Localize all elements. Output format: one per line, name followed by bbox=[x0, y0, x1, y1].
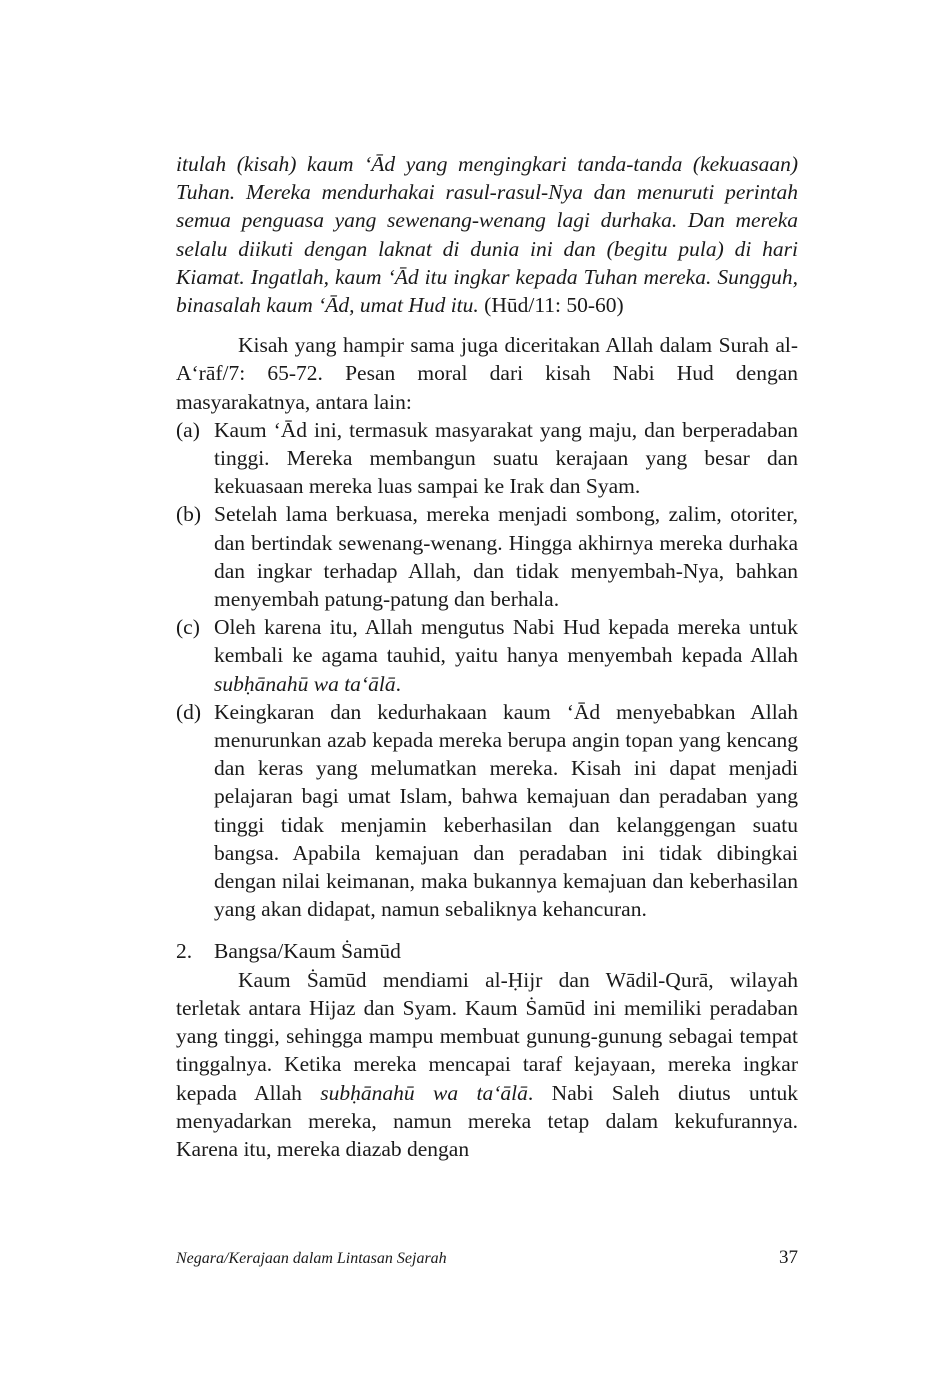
list-item-text: Keingkaran dan kedurhakaan kaum ‘Ād menyebabkan Allah menurunkan azab kepada mereka berupa angin topan yang kencang dan keras yang melumatkan mereka. Kisah ini dapat menjadi pelajaran bagi umat Islam, bahwa kemajuan dan peradaban yang tinggi tidak menjamin keberhasilan dan kelanggengan suatu bangsa. Apabila kemajuan dan peradaban ini tidak dibingkai dengan nilai keimanan, maka bukannya kemajuan dan keberhasilan yang akan didapat, namun sebaliknya kehancuran. bbox=[214, 699, 798, 922]
arabic-term: subḥānahū wa ta‘ālā bbox=[320, 1080, 528, 1105]
list-marker: (b) bbox=[176, 502, 202, 527]
quote-text: itulah (kisah) kaum ‘Ād yang mengingkari tanda-tanda (kekuasaan) Tuhan. Mereka mendurhakai rasul-rasul-Nya dan menuruti perintah semua penguasa yang sewenang-wenang lagi durhaka. Dan mereka selalu diikuti dengan laknat di dunia ini dan (begitu pula) di hari Kiamat. Ingatlah, kaum ‘Ād itu ingkar kepada Tuhan mereka. Sungguh, binasalah kaum ‘Ād, umat Hud itu. bbox=[176, 152, 798, 318]
list-item-text-part: Oleh karena itu, Allah mengutus Nabi Hud kepada mereka untuk kembali ke agama tauhid, yaitu hanya menyembah kepada Allah bbox=[214, 615, 798, 668]
list-item-text: Setelah lama berkuasa, mereka menjadi sombong, zalim, otoriter, dan bertindak sewenang-wenang. Hingga akhirnya mereka durhaka dan ingkar terhadap Allah, dan tidak menyembah-Nya, bahkan menyembah patung-patung dan berhala. bbox=[214, 502, 798, 612]
list-marker: (d) bbox=[176, 699, 202, 724]
section-paragraph bbox=[176, 966, 798, 1163]
quote-reference: (Hūd/11: 50-60) bbox=[484, 293, 624, 318]
section-number: 2. bbox=[176, 939, 193, 964]
section-heading bbox=[176, 937, 798, 965]
quran-translation-quote bbox=[176, 150, 798, 319]
list-item bbox=[176, 613, 798, 698]
page-body bbox=[176, 150, 798, 1163]
list-item-text-part: . bbox=[395, 671, 401, 696]
list-marker: (a) bbox=[176, 417, 200, 442]
intro-paragraph: Kisah yang hampir sama juga diceritakan Allah dalam Surah al-A‘rāf/7: 65-72. Pesan moral dari kisah Nabi Hud dengan masyarakatnya, antara lain: bbox=[176, 333, 798, 414]
list-item-text bbox=[214, 613, 798, 698]
section-title: Bangsa/Kaum Ṡamūd bbox=[214, 939, 401, 964]
moral-points-list bbox=[176, 416, 798, 924]
paragraph-text-part: . Nabi Saleh diutus untuk menyadarkan mereka, namun mereka tetap dalam kekufurannya. Karena itu, mereka diazab dengan bbox=[176, 1080, 798, 1161]
list-item bbox=[176, 500, 798, 613]
list-marker: (c) bbox=[176, 615, 200, 640]
arabic-term: subḥānahū wa ta‘ālā bbox=[214, 671, 396, 696]
page-footer bbox=[176, 1247, 798, 1269]
list-item-text: Kaum ‘Ād ini, termasuk masyarakat yang maju, dan berperadaban tinggi. Mereka membangun suatu kerajaan yang besar dan kekuasaan mereka luas sampai ke Irak dan Syam. bbox=[214, 417, 798, 499]
page-number: 37 bbox=[779, 1247, 798, 1268]
paragraph-text-part: Kaum Ṡamūd mendiami al-Ḥijr dan Wādil-Qurā, wilayah terletak antara Hijaz dan Syam. Kaum Ṡamūd ini memiliki peradaban yang tinggi, sehingga mampu membuat gunung-gunung sebagai tempat tinggalnya. Ketika mereka mencapai taraf kejayaan, mereka ingkar kepada Allah bbox=[176, 967, 798, 1105]
list-item bbox=[176, 698, 798, 924]
running-title: Negara/Kerajaan dalam Lintasan Sejarah bbox=[176, 1250, 447, 1267]
list-item bbox=[176, 416, 798, 501]
